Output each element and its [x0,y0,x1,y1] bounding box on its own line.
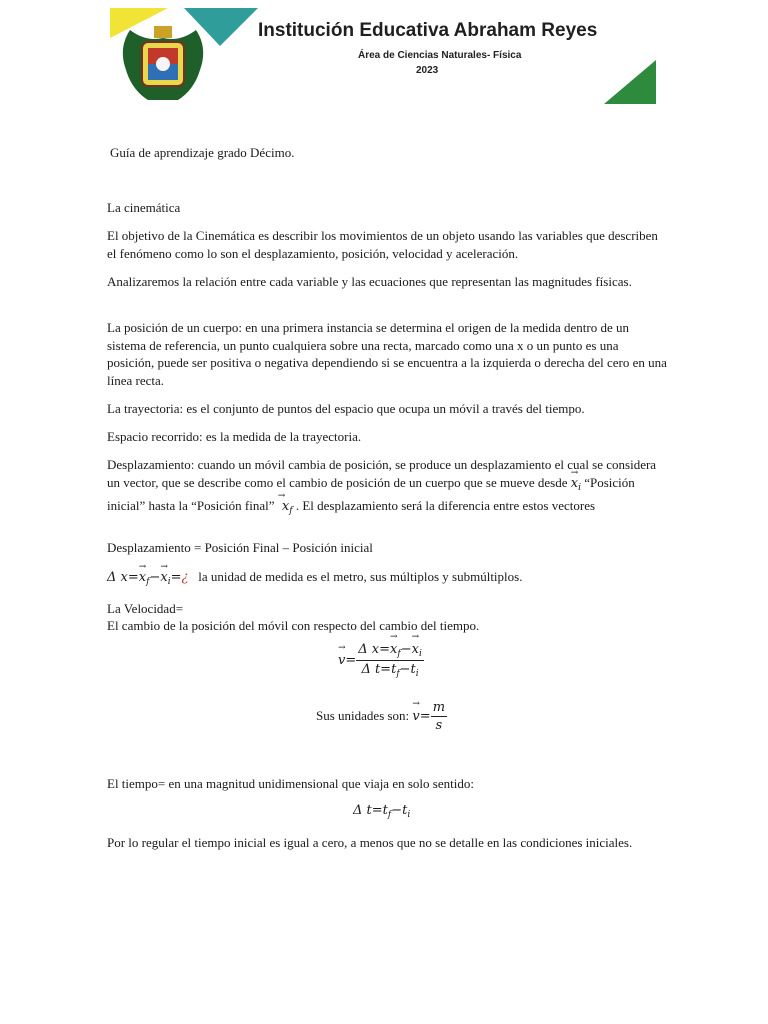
institution-name: Institución Educativa Abraham Reyes [258,20,598,41]
displacement-formula: Δ $x=\to x_f-\to$ $x_i=¿$ [107,570,188,585]
units-formula: → v= $\frac{m}{s}$ [412,709,447,724]
units-label: Sus unidades son: [316,708,410,723]
displacement-definition: Desplazamiento = Posición Final – Posición inicial [107,540,373,555]
paragraph-initial-time: Por lo regular el tiempo inicial es igual a cero, a menos que no se detalle en las condiciones iniciales. [107,835,633,850]
displacement-text-a: Desplazamiento: cuando un móvil cambia de posición, se produce un desplazamiento el cual se considera un vector, que se describe como el cambio de posición de un cuerpo que se mueve desde [107,457,657,490]
paragraph-objective: El objetivo de la Cinemática es describir los movimientos de un objeto usando las variables que describen el fenómeno como lo son el desplazamiento, posición, velocidad y aceleración. [107,228,658,261]
displacement-text-b: “Posición inicial” hasta la “Posición final” [107,474,635,513]
section-title: La cinemática [107,200,181,215]
time-definition: El tiempo= en una magnitud unidimensional que viaja en solo sentido: [107,776,474,791]
green-corner-shape [604,60,656,104]
area-subtitle: Área de Ciencias Naturales- Física [358,50,522,61]
time-formula: Δ $t=t_f-t_i$ [353,803,411,820]
displacement-text-c: . El desplazamiento será la diferencia entre estos vectores [295,498,596,513]
paragraph-analysis: Analizaremos la relación entre cada variable y las ecuaciones que representan las magnitudes físicas. [107,274,632,289]
paragraph-distance: Espacio recorrido: es la medida de la trayectoria. [107,429,362,444]
guide-line: Guía de aprendizaje grado Décimo. [110,145,295,160]
velocity-heading: La Velocidad= [107,601,184,616]
xi-symbol: → $x_i$ [571,475,581,498]
header-banner [108,8,656,106]
school-crest-icon [123,26,203,100]
displacement-formula-line [107,568,667,592]
unit-description: la unidad de medida es el metro, sus múltiplos y submúltiplos. [198,569,523,584]
velocity-formula: → v= $\frac{\Delta x=\to x_f-\to x_i}{\Delta t=t_f-t_i}$ [338,642,424,679]
paragraph-displacement [107,456,667,521]
year-label: 2023 [416,65,439,76]
velocity-units-line [316,700,447,733]
paragraph-trajectory: La trayectoria: es el conjunto de puntos del espacio que ocupa un móvil a través del tiempo. [107,401,585,416]
paragraph-position: La posición de un cuerpo: en una primera instancia se determina el origen de la medida dentro de un sistema de referencia, un punto cualquiera sobre una recta, marcado como una x o un punto es una posición, puede ser positiva o negativa dependiendo si se encuentra a la izquierda o derecha del cero en una línea recta. [107,320,667,388]
xf-symbol: → $x_f$ [278,498,293,521]
velocity-definition: El cambio de la posición del móvil con respecto del cambio del tiempo. [107,618,480,633]
